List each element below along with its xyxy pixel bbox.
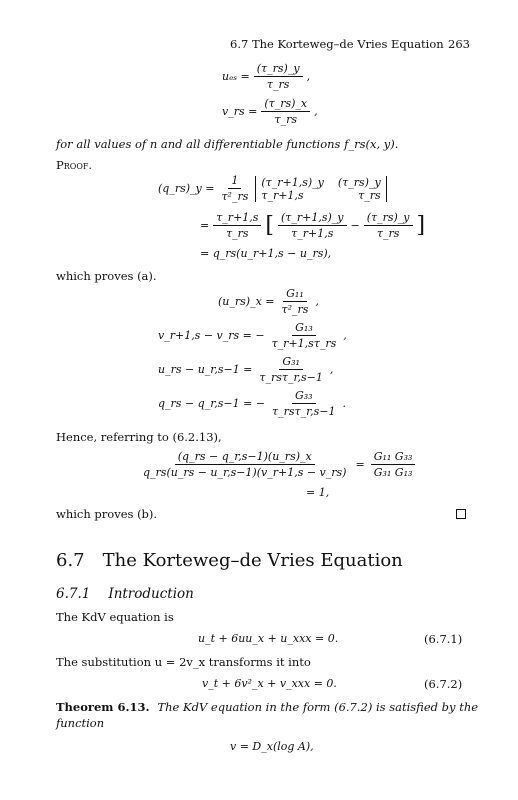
det-r1c1: (τ_r+1,s)_y [261,175,324,189]
proof-line2-eq: = [200,219,210,232]
section-heading [56,550,403,571]
block3-big-den: q_rs(u_rs − u_r,s−1)(v_r+1,s − v_rs) [143,466,347,479]
proof-q-frac-den: τ²_rs [221,190,249,203]
block2-l1-frac [279,287,312,316]
proof-line2-num: τ_r+1,s [213,211,261,226]
block3-g-den: G₃₁ G₁₃ [373,466,413,479]
det-r2c1: τ_r+1,s [261,188,304,202]
qed-square-icon [456,509,466,519]
block2-l2-den: τ_r+1,sτ_rs [271,337,337,350]
eq-urs-num: (τ_rs)_y [254,62,303,77]
proof-b1-den: τ_r+1,s [291,227,334,240]
running-title: 6.7 The Korteweg–de Vries Equation [230,37,444,51]
subsection-title: Introduction [108,586,194,602]
proof-line2-frac [213,211,261,240]
subsection-number: 6.7.1 [56,586,91,602]
theorem-text-line2: function [56,716,105,730]
right-bracket-glyph: ] [416,213,426,238]
eq-vrs-den: τ_rs [274,113,297,126]
eq-vrs-frac [261,97,310,126]
proof-b2-den: τ_rs [376,227,400,240]
block2-l4-lhs: q_rs − q_r,s−1 = − [158,397,266,410]
proof-b-minus: − [350,219,360,232]
block2-l1-num: G₁₁ [283,287,307,302]
block2-l1-lhs: (u_rs)_x = [218,295,275,308]
eq-6-7-2: v_t + 6v²_x + v_xxx = 0. [202,677,337,690]
eq-vrs-num: (τ_rs)_x [261,97,310,112]
block3-eq: = [355,458,365,471]
eq-urs [222,62,310,91]
proof-label: Proof. [56,158,93,172]
eq-6-7-2-tag: (6.7.2) [424,677,463,691]
for-all-line: for all values of n and all differentiable functions f_rs(x, y). [56,137,399,151]
block3-g-num: G₁₁ G₃₃ [371,450,416,465]
block2-l3-num: G₃₁ [279,355,303,370]
eq-vrs [222,97,318,126]
block2-l1-p: , [315,295,319,308]
theorem-label: Theorem 6.13. [56,700,150,714]
block3 [140,450,415,479]
eq-v-def: v = D_x(log A), [230,740,314,753]
kdv-intro: The KdV equation is [56,610,174,624]
left-bracket-glyph: [ [265,213,275,238]
block3-big-frac [140,450,349,479]
block2-line2 [158,321,347,350]
proof-q-frac [218,174,251,203]
eq-vrs-punct: , [314,105,318,118]
eq-6-7-1: u_t + 6uu_x + u_xxx = 0. [198,632,339,645]
proof-b1-frac [278,211,347,240]
block2-l1-den: τ²_rs [281,303,309,316]
page-number: 263 [448,37,470,51]
block3-big-num: (q_rs − q_r,s−1)(u_rs)_x [175,450,315,465]
eq-urs-punct: , [306,70,311,83]
block2-l4-frac [269,389,338,418]
proof-line2 [200,211,425,240]
block2-l3-den: τ_rsτ_r,s−1 [259,371,323,384]
block2-l4-num: G₃₃ [292,389,316,404]
proof-b2-num: (τ_rs)_y [364,211,413,226]
which-proves-b: which proves (b). [56,507,158,521]
proof-b1-num: (τ_r+1,s)_y [278,211,347,226]
hence-line: Hence, referring to (6.2.13), [56,430,222,444]
which-proves-a: which proves (a). [56,269,157,283]
proof-line3: = q_rs(u_r+1,s − u_rs), [200,247,332,260]
eq-vrs-lhs: v_rs = [222,105,258,118]
block2-l2-frac [269,321,340,350]
eq-urs-den: τ_rs [266,78,290,91]
det-r1c2: (τ_rs)_y [337,175,381,189]
eq-urs-frac [254,62,303,91]
proof-b2-frac [364,211,413,240]
block3-eq2: = 1, [306,486,330,499]
theorem [56,700,478,714]
proof-line2-den: τ_rs [226,227,249,240]
block2-line1 [218,287,319,316]
det-r2c2: τ_rs [358,188,381,202]
eq-6-7-1-tag: (6.7.1) [424,632,463,646]
proof-line1 [158,174,387,203]
block2-l3-frac [256,355,325,384]
section-number: 6.7 [56,550,85,571]
subsection-heading [56,586,194,602]
theorem-text-line1: The KdV equation in the form (6.7.2) is satisfied by the [157,700,479,714]
eq-urs-lhs: uₑₛ = [222,70,250,83]
block2-line4 [158,389,346,418]
block2-l4-p: . [342,397,347,410]
proof-q-lhs: (q_rs)_y = [158,182,215,195]
block2-l2-p: , [343,329,347,342]
block2-l3-lhs: u_rs − u_r,s−1 = [158,363,253,376]
proof-q-frac-num: 1 [228,174,241,189]
block3-g-frac [371,450,416,479]
substitution-line: The substitution u = 2v_x transforms it into [56,655,311,669]
block2-l4-den: τ_rsτ_r,s−1 [272,405,336,418]
block2-l2-lhs: v_r+1,s − v_rs = − [158,329,265,342]
block2-l3-p: , [329,363,334,376]
proof-determinant [255,176,386,202]
section-title: The Korteweg–de Vries Equation [102,550,403,571]
block2-l2-num: G₁₃ [292,321,316,336]
block2-line3 [158,355,333,384]
